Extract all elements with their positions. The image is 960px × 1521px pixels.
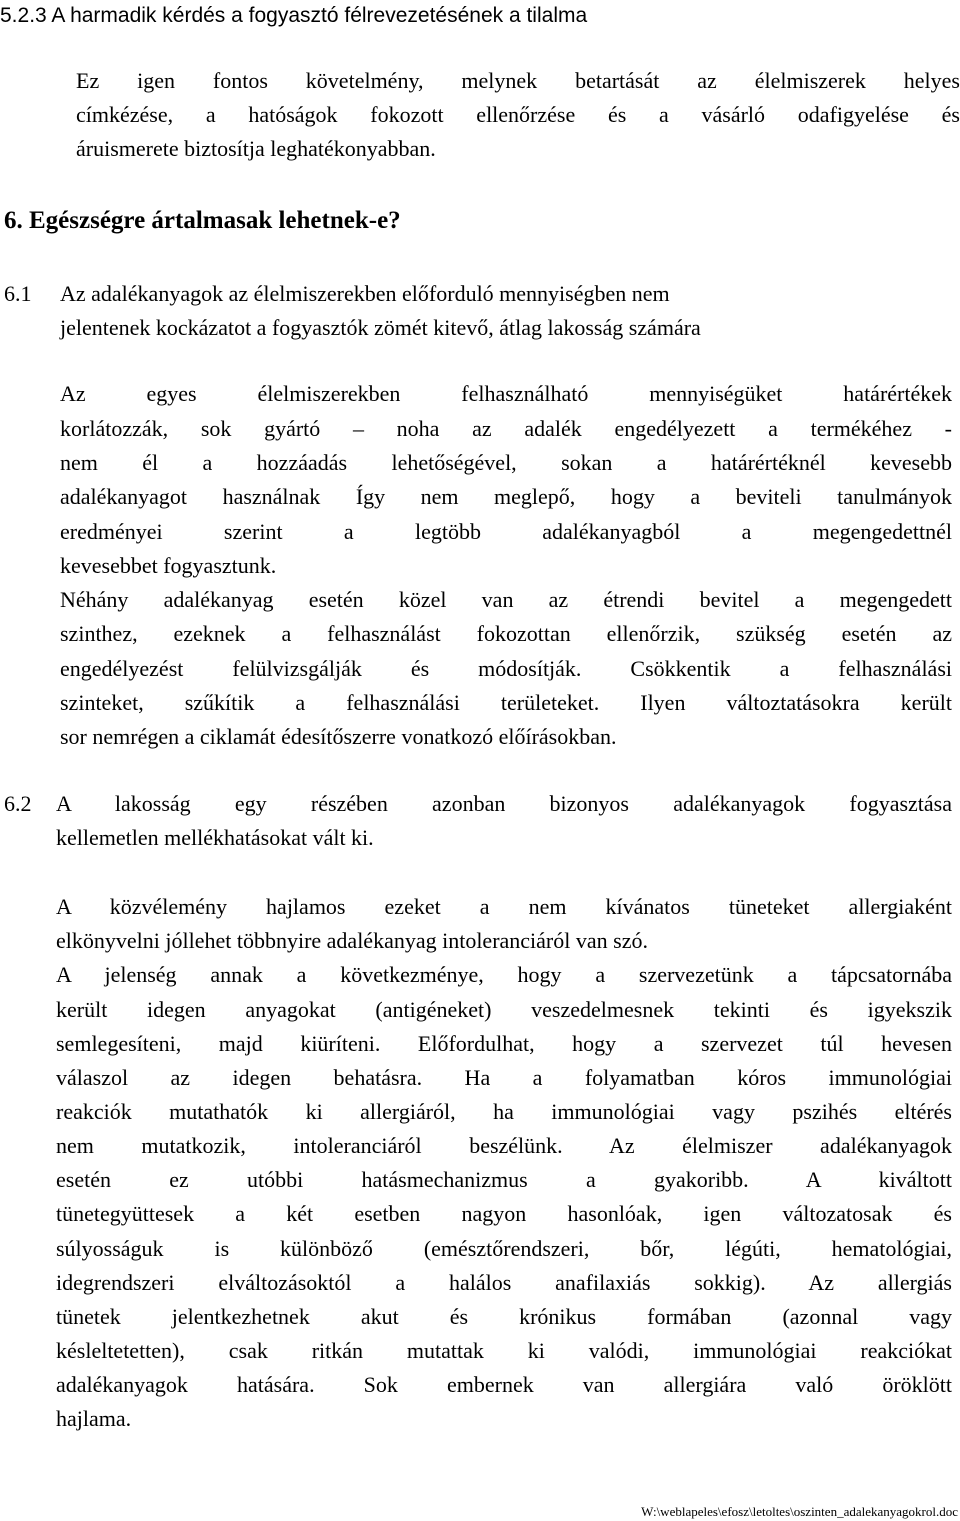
paragraph-line: tünetek jelentkezhetnek akut és krónikus formában (azonnal vagy xyxy=(56,1304,952,1329)
paragraph-line: Az egyes élelmiszerekben felhasználható mennyiségüket határértékek xyxy=(60,381,952,406)
section-number-6-2: 6.2 xyxy=(4,791,32,816)
paragraph-line: sor nemrégen a ciklamát édesítőszerre vonatkozó előírásokban. xyxy=(60,724,617,749)
paragraph-line: esetén ez utóbbi hatásmechanizmus a gyakoribb. A kiváltott xyxy=(56,1167,952,1192)
paragraph-line: elkönyvelni jóllehet többnyire adalékanyag intoleranciáról van szó. xyxy=(56,928,648,953)
paragraph-line: kevesebbet fogyasztunk. xyxy=(60,553,277,578)
paragraph-line: válaszol az idegen behatásra. Ha a folyamatban kóros immunológiai xyxy=(56,1065,952,1090)
section-number-6-1: 6.1 xyxy=(4,281,32,306)
section-title-6-2: kellemetlen mellékhatásokat vált ki. xyxy=(56,825,374,850)
section-title-6-1: jelentenek kockázatot a fogyasztók zömét kitevő, átlag lakosság számára xyxy=(60,315,701,340)
section-heading-5-2-3: 5.2.3 A harmadik kérdés a fogyasztó félrevezetésének a tilalma xyxy=(0,4,588,27)
paragraph-line: Néhány adalékanyag esetén közel van az étrendi bevitel a megengedett xyxy=(60,587,952,612)
section-title-6-2: A lakosság egy részében azonban bizonyos adalékanyagok fogyasztása xyxy=(56,791,952,816)
paragraph-line: A közvélemény hajlamos ezeket a nem kívánatos tüneteket allergiaként xyxy=(56,894,952,919)
paragraph-line: reakciók mutathatók ki allergiáról, ha immunológiai vagy pszihés eltérés xyxy=(56,1099,952,1124)
paragraph-line: került idegen anyagokat (antigéneket) veszedelmesnek tekinti és igyekszik xyxy=(56,997,952,1022)
paragraph-line: adalékanyagok hatására. Sok embernek van allergiára való öröklött xyxy=(56,1372,952,1397)
section-heading-6: 6. Egészségre ártalmasak lehetnek-e? xyxy=(4,207,401,234)
paragraph-line: Ez igen fontos követelmény, melynek betartását az élelmiszerek helyes xyxy=(76,68,960,93)
footer-file-path: W:\weblapeles\efosz\letoltes\oszinten_adalekanyagokrol.doc xyxy=(641,1504,958,1519)
paragraph-line: nem él a hozzáadás lehetőségével, sokan a határértéknél kevesebb xyxy=(60,450,952,475)
paragraph-line: adalékanyagot használnak Így nem meglepő, hogy a beviteli tanulmányok xyxy=(60,484,952,509)
section-title-6-1: Az adalékanyagok az élelmiszerekben előforduló mennyiségben nem xyxy=(60,281,670,306)
paragraph-line: hajlama. xyxy=(56,1406,132,1431)
paragraph-line: nem mutatkozik, intoleranciáról beszélünk. Az élelmiszer adalékanyagok xyxy=(56,1133,952,1158)
paragraph-line: szinthez, ezeknek a felhasználást fokozottan ellenőrzik, szükség esetén az xyxy=(60,621,952,646)
paragraph-line: idegrendszeri elváltozásoktól a halálos anafilaxiás sokkig). Az allergiás xyxy=(56,1270,952,1295)
paragraph-line: címkézése, a hatóságok fokozott ellenőrzése és a vásárló odafigyelése és xyxy=(76,102,960,127)
paragraph-line: eredményei szerint a legtöbb adalékanyagból a megengedettnél xyxy=(60,519,952,544)
paragraph-line: késleltetetten), csak ritkán mutattak ki valódi, immunológiai reakciókat xyxy=(56,1338,952,1363)
paragraph-line: szinteket, szűkítik a felhasználási területeket. Ilyen változtatásokra került xyxy=(60,690,952,715)
paragraph-line: semlegesíteni, majd kiüríteni. Előfordulhat, hogy a szervezet túl hevesen xyxy=(56,1031,952,1056)
paragraph-line: engedélyezést felülvizsgálják és módosítják. Csökkentik a felhasználási xyxy=(60,656,952,681)
paragraph-line: tünetegyüttesek a két esetben nagyon hasonlóak, igen változatosak és xyxy=(56,1201,952,1226)
paragraph-line: A jelenség annak a következménye, hogy a szervezetünk a tápcsatornába xyxy=(56,962,952,987)
paragraph-line: korlátozzák, sok gyártó – noha az adalék engedélyezett a termékéhez - xyxy=(60,416,952,441)
paragraph-line: súlyosságuk is különböző (emésztőrendszeri, bőr, légúti, hematológiai, xyxy=(56,1236,952,1261)
paragraph-line: áruismerete biztosítja leghatékonyabban. xyxy=(76,136,436,161)
